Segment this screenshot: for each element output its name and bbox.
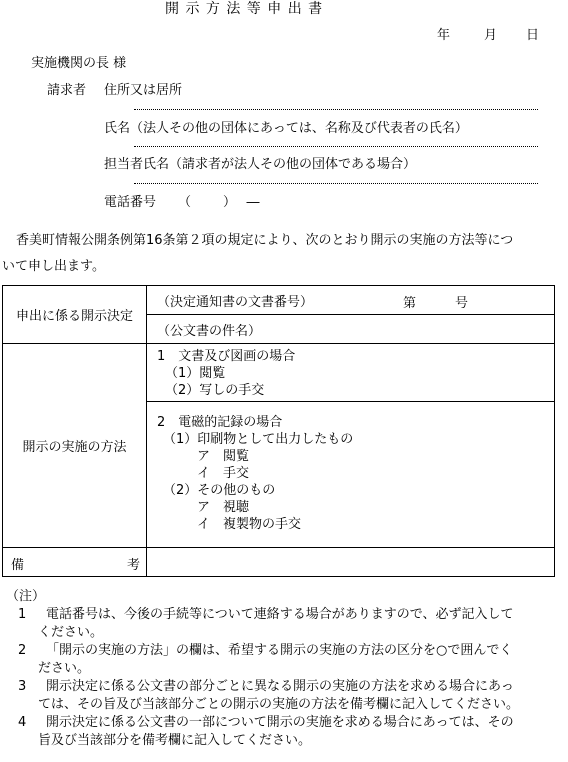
note-item [8, 642, 568, 678]
remarks-label-left: 備 [11, 558, 25, 573]
address-line [134, 109, 538, 110]
method2-print-heading: （1）印刷物として出力したもの [163, 432, 354, 447]
note-text: 開示決定に係る公文書の一部について開示の実施を求める場合にあっては、その [46, 715, 514, 730]
method2-print-view[interactable]: ア 閲覧 [197, 449, 250, 464]
date-month: 月 [484, 28, 498, 43]
note-number: 1 [18, 607, 27, 622]
contact-line [134, 183, 538, 184]
intro-line-2: いて申し出ます。 [2, 259, 105, 274]
method1-heading: 1 文書及び図画の場合 [157, 349, 296, 364]
name-line [134, 146, 538, 147]
name-label: 氏名（法人その他の団体にあっては、名称及び代表者の氏名） [104, 121, 468, 136]
intro-line-1: 香美町情報公開条例第16条第２項の規定により、次のとおり開示の実施の方法等につ [16, 233, 514, 248]
method1-option-view[interactable]: （1）閲覧 [165, 366, 226, 381]
doc-title-cell[interactable] [147, 315, 555, 344]
phone-format: （ ） ― [178, 195, 262, 210]
notes-header: （注） [6, 589, 46, 604]
row2-label-cell [3, 344, 147, 548]
note-text: ては、その旨及び当該部分ごとの開示の実施の方法を備考欄に記入してください。 [38, 697, 520, 712]
note-text: 開示決定に係る公文書の部分ごとに異なる開示の実施の方法を求める場合にあっ [46, 679, 514, 694]
note-text: 旨及び当該部分を備考欄に記入してください。 [38, 733, 312, 748]
notes-list [8, 606, 568, 750]
row2-label: 開示の実施の方法 [22, 440, 127, 455]
note-number: 4 [18, 715, 27, 730]
row1-label-cell [3, 286, 147, 344]
method2-other-copy[interactable]: イ 複製物の手交 [197, 517, 302, 532]
row1-label: 申出に係る開示決定 [15, 309, 133, 324]
note-number: 2 [18, 643, 27, 658]
method2-other-heading: （2）その他のもの [163, 483, 276, 498]
request-table [2, 285, 555, 577]
contact-person-label: 担当者氏名（請求者が法人その他の団体である場合） [104, 157, 417, 172]
method1-option-copy[interactable]: （2）写しの手交 [165, 383, 265, 398]
method2-other-watch[interactable]: ア 視聴 [197, 500, 250, 515]
requester-label: 請求者 [47, 83, 87, 98]
note-text: 電話番号は、今後の手続等について連絡する場合がありますので、必ず記入して [46, 607, 514, 622]
doc-number-label: （決定通知書の文書番号） [157, 294, 314, 310]
doc-number-suffix: 第 号 [403, 296, 469, 311]
remarks-label-right: 考 [126, 558, 140, 573]
addressee: 実施機関の長 様 [31, 56, 127, 71]
note-text: ください。 [38, 625, 104, 640]
address-label: 住所又は居所 [104, 83, 183, 98]
method2-print-hand[interactable]: イ 手交 [197, 466, 250, 481]
doc-title-label: （公文書の件名） [157, 323, 262, 339]
note-item [8, 714, 568, 750]
date-day: 日 [526, 28, 540, 43]
phone-label: 電話番号 [104, 195, 157, 210]
method2-heading: 2 電磁的記録の場合 [157, 415, 283, 430]
note-item [8, 606, 568, 642]
doc-number-cell[interactable] [147, 286, 555, 315]
note-text: 「開示の実施の方法」の欄は、希望する開示の実施の方法の区分を○で囲んでく [46, 643, 513, 658]
note-item [8, 678, 568, 714]
remarks-label-cell [3, 548, 147, 577]
date-year: 年 [437, 28, 451, 43]
note-text: ださい。 [38, 661, 91, 676]
remarks-cell[interactable] [147, 548, 555, 577]
method-documents-cell[interactable] [147, 344, 555, 402]
note-number: 3 [18, 679, 27, 694]
method-electronic-cell[interactable] [147, 402, 555, 548]
page-title: 開 示 方 法 等 申 出 書 [165, 1, 324, 17]
